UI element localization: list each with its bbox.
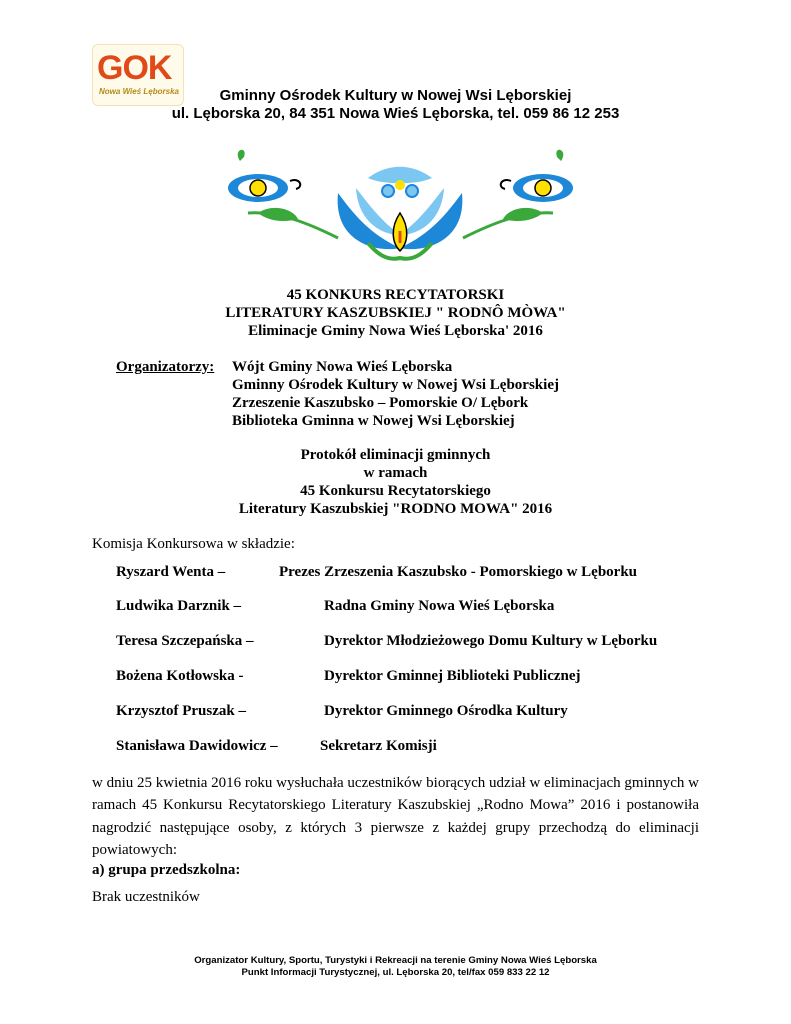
commission-intro: Komisja Konkursowa w składzie: <box>92 536 295 552</box>
logo-subtext: Nowa Wieś Lęborska <box>99 87 179 96</box>
member-role: Sekretarz Komisji <box>320 738 437 754</box>
protocol-line-3: 45 Konkursu Recytatorskiego <box>300 483 491 499</box>
title-line-2: LITERATURY KASZUBSKIEJ " RODNÔ MÒWA" <box>225 305 566 321</box>
member-name: Stanisława Dawidowicz – <box>116 738 278 754</box>
organizer-item: Gminny Ośrodek Kultury w Nowej Wsi Lęborskiej <box>232 377 559 393</box>
group-a-heading: a) grupa przedszkolna: <box>92 862 241 878</box>
kashubian-flower-ornament <box>218 143 583 263</box>
group-a-note: Brak uczestników <box>92 889 200 905</box>
member-role: Dyrektor Gminnej Biblioteki Publicznej <box>324 668 581 684</box>
title-line-1: 45 KONKURS RECYTATORSKI <box>286 287 505 303</box>
header-line-1: Gminny Ośrodek Kultury w Nowej Wsi Lęborskiej <box>219 87 572 104</box>
organizer-item: Biblioteka Gminna w Nowej Wsi Lęborskiej <box>232 413 515 429</box>
member-role: Dyrektor Gminnego Ośrodka Kultury <box>324 703 568 719</box>
member-role: Prezes Zrzeszenia Kaszubsko - Pomorskiego w Lęborku <box>279 564 638 580</box>
member-role: Radna Gminy Nowa Wieś Lęborska <box>324 598 555 614</box>
protocol-line-4: Literatury Kaszubskiej "RODNO MOWA" 2016 <box>238 501 553 517</box>
member-name: Ryszard Wenta – <box>116 564 226 580</box>
footer-line-2: Punkt Informacji Turystycznej, ul. Lęborska 20, tel/fax 059 833 22 12 <box>241 967 550 978</box>
protocol-line-1: Protokół eliminacji gminnych <box>300 447 491 463</box>
member-name: Ludwika Darznik – <box>116 598 242 614</box>
footer-line-1: Organizator Kultury, Sportu, Turystyki i Rekreacji na terenie Gminy Nowa Wieś Lęborska <box>194 955 597 966</box>
organizer-item: Wójt Gminy Nowa Wieś Lęborska <box>232 359 453 375</box>
protocol-line-2: w ramach <box>363 465 428 481</box>
right-flower-icon <box>463 150 573 238</box>
member-name: Teresa Szczepańska – <box>116 633 254 649</box>
organizer-item: Zrzeszenie Kaszubsko – Pomorskie O/ Lębork <box>232 395 529 411</box>
left-flower-icon <box>228 150 338 238</box>
body-paragraph: w dniu 25 kwietnia 2016 roku wysłuchała uczestników biorących udział w eliminacjach gminnych w ramach 45 Konkursu Recytatorskiego Literatury Kaszubskiej „Rodno Mowa” 2016 i postanowiła nagrodzić następujące osoby, z których 3 pierwsze z każdej grupy przechodzą do eliminacji powiatowych: <box>92 775 699 859</box>
organizers-label: Organizatorzy: <box>116 359 215 375</box>
member-name: Bożena Kotłowska - <box>116 668 244 684</box>
logo-text: GOK <box>97 49 172 87</box>
center-flower-icon <box>338 167 463 259</box>
member-role: Dyrektor Młodzieżowego Domu Kultury w Lęborku <box>324 633 658 649</box>
member-name: Krzysztof Pruszak – <box>116 703 246 719</box>
title-line-3: Eliminacje Gminy Nowa Wieś Lęborska' 2016 <box>248 323 543 339</box>
header-line-2: ul. Lęborska 20, 84 351 Nowa Wieś Lęborska, tel. 059 86 12 253 <box>171 105 620 122</box>
